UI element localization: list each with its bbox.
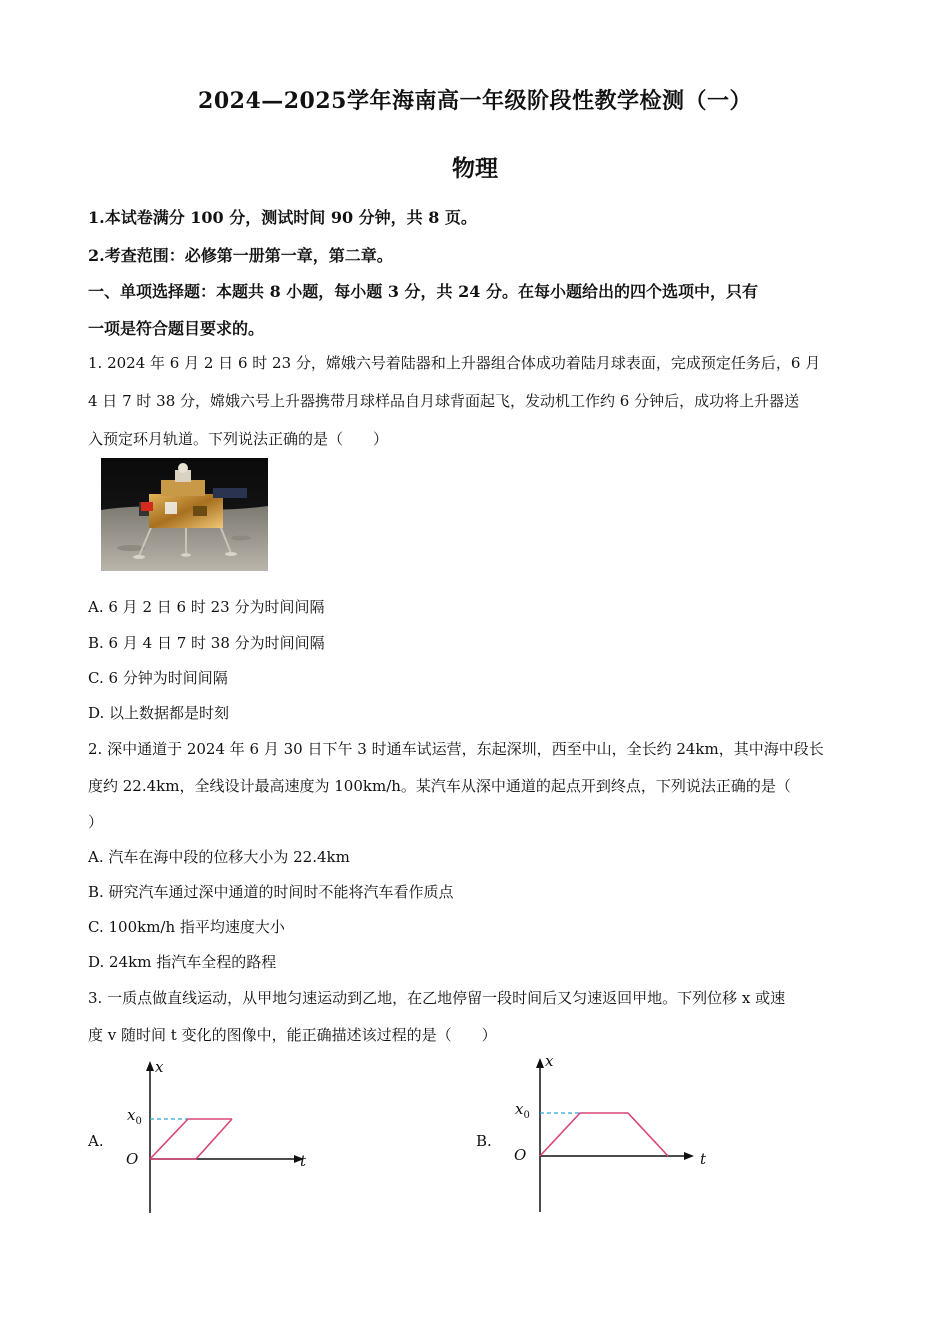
exam-title: 2024—2025学年海南高一年级阶段性教学检测（一）: [198, 88, 752, 114]
q1-option-d: D. 以上数据都是时刻: [88, 704, 230, 722]
graph-b-curve: [540, 1113, 668, 1156]
q2-text-line3: ）: [88, 813, 104, 831]
q2-text-line2: 度约 22.4km，全线设计最高速度为 100km/h。某汽车从深中通道的起点开到终点，下列说法正确的是（: [88, 777, 791, 795]
graph-b-option-label: B.: [476, 1132, 492, 1150]
q2-option-a: A. 汽车在海中段的位移大小为 22.4km: [88, 848, 350, 866]
q1-text-line2: 4 日 7 时 38 分，嫦娥六号上升器携带月球样品自月球背面起飞，发动机工作约 6 分钟后，成功将上升器送: [88, 392, 800, 410]
q1-option-a: A. 6 月 2 日 6 时 23 分为时间间隔: [88, 598, 325, 616]
graph-a-option-label: A.: [88, 1132, 104, 1150]
q3-text-line2: 度 v 随时间 t 变化的图像中，能正确描述该过程的是（ ）: [88, 1026, 497, 1044]
graph-a-curve-lower: [150, 1119, 232, 1159]
graph-b-x-arrow: [684, 1152, 694, 1160]
lander-photo: [101, 458, 268, 571]
graph-b: [500, 1052, 710, 1214]
section-heading-line1: 一、单项选择题：本题共 8 小题，每小题 3 分，共 24 分。在每小题给出的四个选项中，只有: [88, 282, 758, 301]
graph-b-x-label: t: [700, 1150, 707, 1168]
graph-a-x-label: t: [300, 1152, 307, 1170]
q1-text-line1: 1. 2024 年 6 月 2 日 6 时 23 分，嫦娥六号着陆器和上升器组合体成功着陆月球表面，完成预定任务后，6 月: [88, 354, 821, 372]
graph-b-y-arrow: [536, 1058, 544, 1068]
graph-a-origin-label: O: [126, 1150, 139, 1168]
q2-option-c: C. 100km/h 指平均速度大小: [88, 918, 285, 936]
q2-text-line1: 2. 深中通道于 2024 年 6 月 30 日下午 3 时通车试运营，东起深圳，西至中山，全长约 24km，其中海中段长: [88, 740, 824, 758]
q2-option-b: B. 研究汽车通过深中通道的时间时不能将汽车看作质点: [88, 883, 454, 901]
q1-option-c: C. 6 分钟为时间间隔: [88, 669, 228, 687]
graph-a-y-label: x: [155, 1058, 164, 1076]
graph-b-level-label: $x_0$: [515, 1100, 530, 1121]
section-heading-line2: 一项是符合题目要求的。: [88, 319, 265, 338]
graph-a-y-arrow: [146, 1061, 154, 1071]
q1-text-line3: 入预定环月轨道。下列说法正确的是（ ）: [88, 430, 389, 448]
q3-text-line1: 3. 一质点做直线运动，从甲地匀速运动到乙地，在乙地停留一段时间后又匀速返回甲地。下列位移 x 或速: [88, 989, 786, 1007]
q2-option-d: D. 24km 指汽车全程的路程: [88, 953, 277, 971]
lander-illustration: [101, 458, 268, 571]
q1-option-b: B. 6 月 4 日 7 时 38 分为时间间隔: [88, 634, 325, 652]
graph-b-origin-label: O: [514, 1146, 527, 1164]
graph-a-level-label: $x_0$: [127, 1106, 142, 1127]
graph-a: [110, 1055, 320, 1215]
note-1: 1.本试卷满分 100 分，测试时间 90 分钟，共 8 页。: [88, 208, 477, 227]
graph-b-y-label: x: [545, 1052, 554, 1070]
graph-a-curve-upper: [150, 1119, 232, 1159]
note-2: 2.考查范围：必修第一册第一章，第二章。: [88, 246, 393, 265]
exam-subject: 物理: [452, 155, 498, 182]
